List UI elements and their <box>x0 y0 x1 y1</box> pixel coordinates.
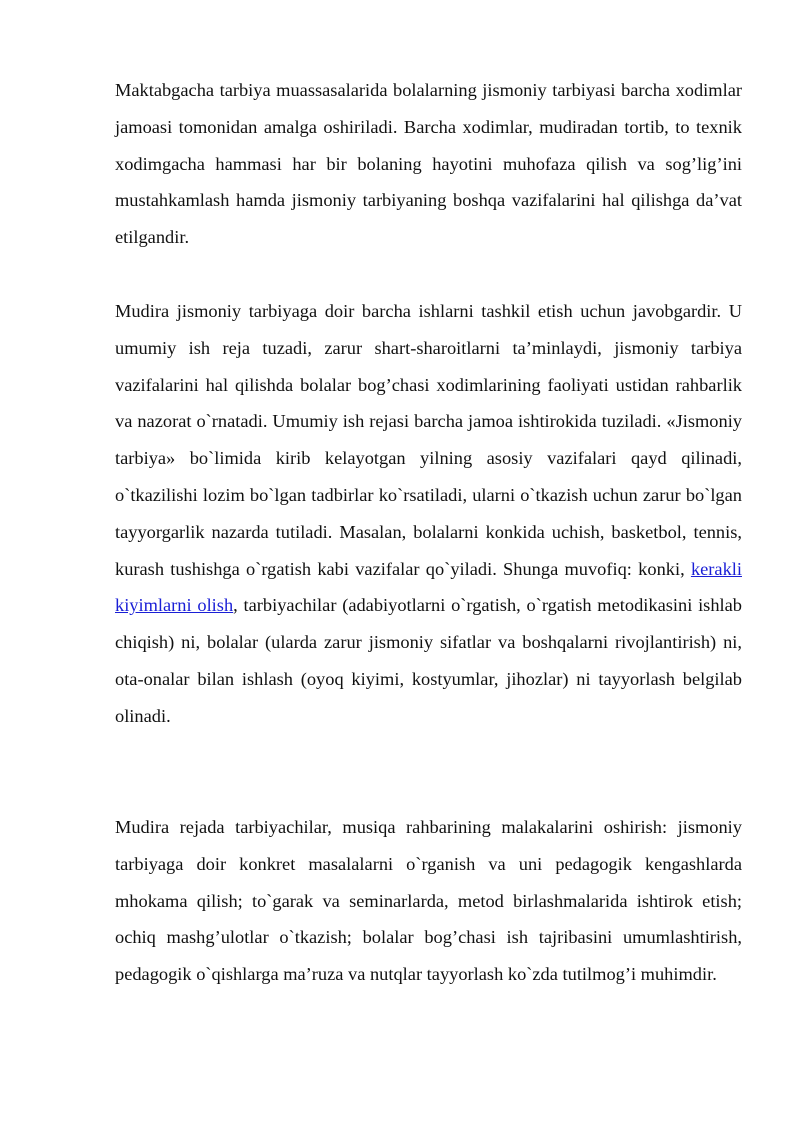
paragraph-1: Maktabgacha tarbiya muassasalarida bolalarning jismoniy tarbiyasi barcha xodimlar jamoasi tomonidan amalga oshiriladi. Barcha xodimlar, mudiradan tortib, to texnik xodimgacha hammasi har bir bolaning hayotini muhofaza qilish va sog’lig’ini mustahkamlash hamda jismoniy tarbiyaning boshqa vazifalarini hal qilishga da’vat etilgandir. <box>115 80 742 248</box>
paragraph-2-text-start: Mudira jismoniy tarbiyaga doir barcha ishlarni tashkil etish uchun javobgardir. U umumiy ish reja tuzadi, zarur shart-sharoitlarni ta’minlaydi, jismoniy tarbiya vazifalarini hal qilishda bolalar bog’chasi xodimlarining faoliyati ustidan rahbarlik va nazorat o`rnatadi. Umumiy ish rejasi barcha jamoa ishtirokida tuziladi. «Jismoniy tarbiya» bo`limida kirib kelayotgan yilning asosiy vazifalari qayd qilinadi, o`tkazilishi lozim bo`lgan tadbirlar ko`rsatiladi, ularni o`tkazish uchun zarur bo`lgan tayyorgarlik nazarda tutiladi. Masalan, bolalarni konkida uchish, basketbol, tennis, kurash tushishga o`rgatish kabi vazifalar qo`yiladi. Shunga muvofiq: konki, <box>115 301 742 579</box>
paragraph-2 <box>115 293 742 735</box>
paragraph-2-text-end: , tarbiyachilar (adabiyotlarni o`rgatish, o`rgatish metodikasini ishlab chiqish) ni, bolalar (ularda zarur jismoniy sifatlar va boshqalarni rivojlantirish) ni, ota-onalar bilan ishlash (oyoq kiyimi, kostyumlar, jihozlar) ni tayyorlash belgilab olinadi. <box>115 595 743 726</box>
kiyimlar-link[interactable]: kerakli kiyimlarni olish <box>115 558 742 616</box>
paragraph-3: Mudira rejada tarbiyachilar, musiqa rahbarining malakalarini oshirish: jismoniy tarbiyaga doir konkret masalalarni o`rganish va uni pedagogik kengashlarda mhokama qilish; to`garak va seminarlarda, metod birlashmalarida ishtirok etish; ochiq mashg’ulotlar o`tkazish; bolalar bog’chasi ish tajribasini umumlashtirish, pedagogik o`qishlarga ma’ruza va nutqlar tayyorlash ko`zda tutilmog’i muhimdir. <box>115 817 742 985</box>
